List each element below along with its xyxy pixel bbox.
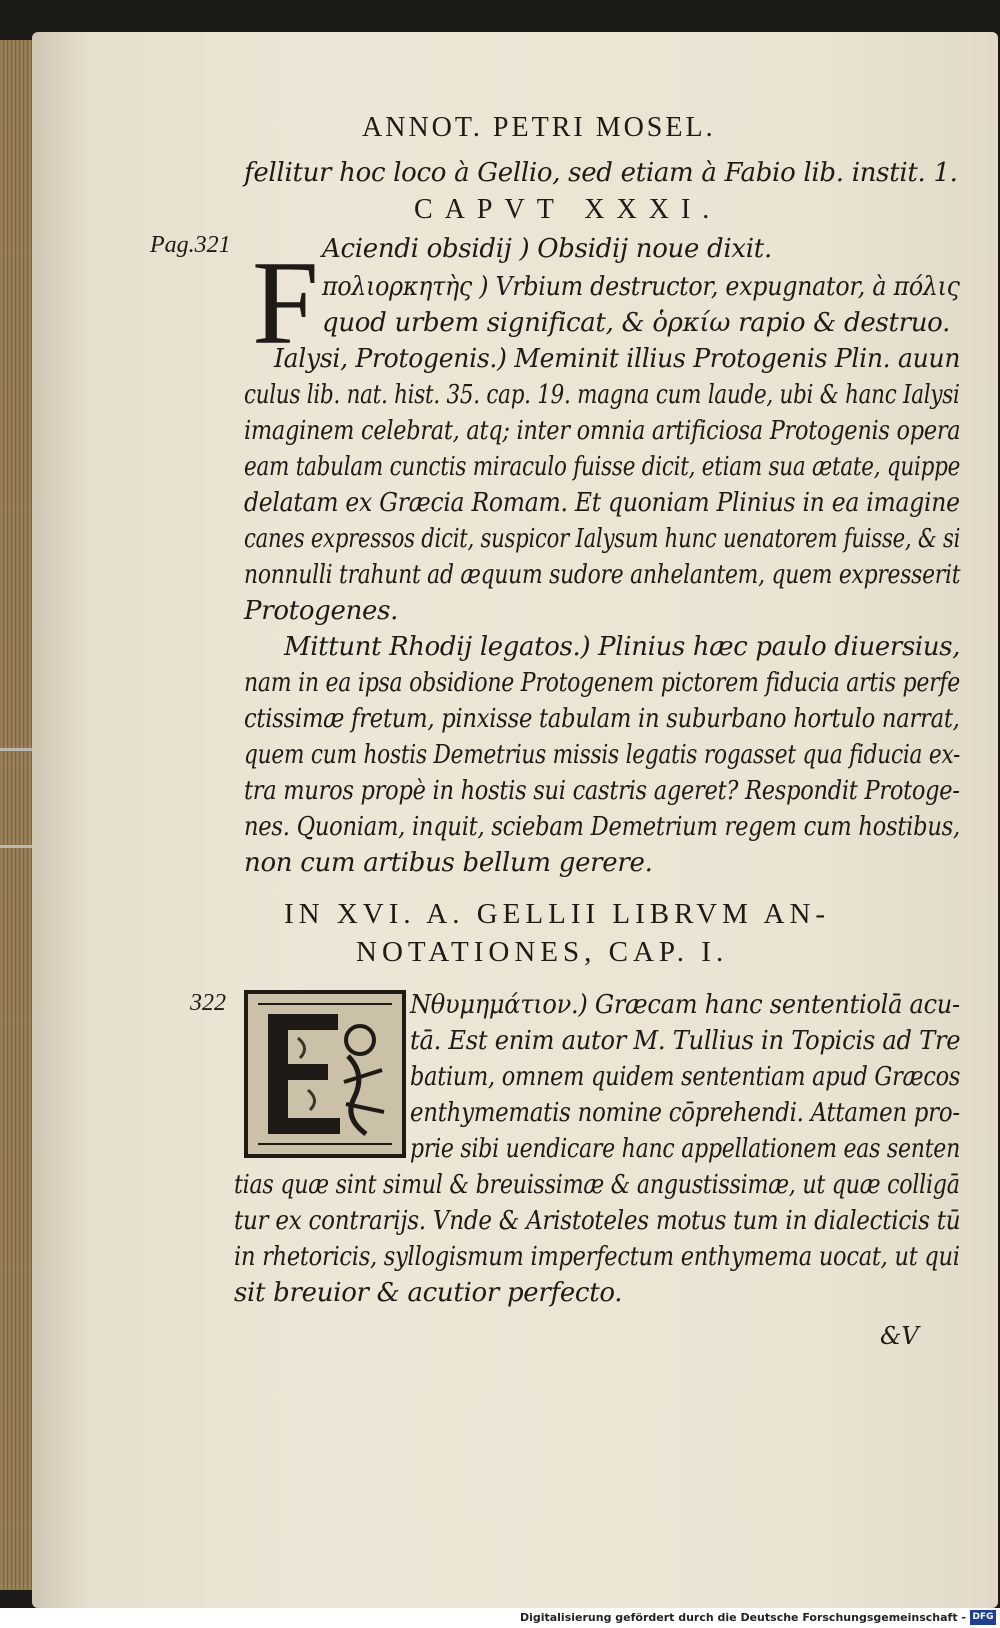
text-line: batium, omnem quidem sententiam apud Græcos (410, 1062, 961, 1092)
margin-page-reference: 322 (190, 990, 226, 1016)
chapter-title: CAPVT XXXI. (414, 194, 722, 225)
text-line: tā. Est enim autor M. Tullius in Topicis ad Tre (410, 1026, 961, 1056)
text-line: tur ex contrarijs. Vnde & Aristoteles motus tum in dialecticis tū (234, 1206, 961, 1236)
dfg-logo: DFG (970, 1610, 996, 1625)
drop-initial: F (252, 236, 319, 369)
margin-page-reference: Pag.321 (150, 232, 231, 258)
text-line: tias quæ sint simul & breuissimæ & angustissimæ, ut quæ colligā (234, 1170, 960, 1200)
running-head: ANNOT. PETRI MOSEL. (362, 112, 716, 143)
text-line: delatam ex Græcia Romam. Et quoniam Plinius in ea imagine (244, 488, 960, 518)
text-line: non cum artibus bellum gerere. (244, 848, 653, 878)
text-line: sit breuior & acutior perfecto. (234, 1278, 623, 1308)
text-line: Νθυμημάτιον.) Græcam hanc sententiolā acu- (410, 990, 960, 1020)
text-line: nes. Quoniam, inquit, sciebam Demetrium regem cum hostibus, (244, 812, 960, 842)
catchword: &V (880, 1322, 919, 1350)
text-line: ctissimæ fretum, pinxisse tabulam in suburbano hortulo narrat, (244, 704, 960, 734)
text-line: Aciendi obsidij ) Obsidij noue dixit. (322, 234, 772, 264)
text-line: eam tabulam cunctis miraculo fuisse dicit, etiam sua ætate, quippe (244, 452, 961, 482)
text-line: nam in ea ipsa obsidione Protogenem pictorem fiducia artis perfe (244, 668, 961, 698)
section-heading: IN XVI. A. GELLII LIBRVM AN- (284, 898, 831, 930)
text-line: canes expressos dicit, suspicor Ialysum hunc uenatorem fuisse, & si (244, 524, 961, 554)
text-line: tra muros propè in hostis sui castris ageret? Respondit Protoge- (244, 776, 960, 806)
text-line: Mittunt Rhodij legatos.) Plinius hæc paulo diuersius, (284, 632, 961, 662)
text-line: prie sibi uendicare hanc appellationem eas senten (410, 1134, 960, 1164)
text-line: quem cum hostis Demetrius missis legatis rogasset qua fiducia ex- (244, 740, 961, 770)
text-line: Ialysi, Protogenis.) Meminit illius Protogenis Plin. auun (274, 344, 961, 374)
text-line: quod urbem significat, & ὁρκίω rapio & destruo. (322, 308, 951, 338)
text-line: culus lib. nat. hist. 35. cap. 19. magna cum laude, ubi & hanc Ialysi (244, 380, 960, 410)
text-line: nonnulli trahunt ad æquum sudore anhelantem, quem expresserit (244, 560, 961, 590)
ornamented-initial-icon (244, 990, 406, 1158)
text-line: enthymematis nomine cōprehendi. Attamen pro- (410, 1098, 960, 1128)
text-line: imaginem celebrat, atq; inter omnia artificiosa Protogenis opera (244, 416, 961, 446)
text-line: fellitur hoc loco à Gellio, sed etiam à Fabio lib. instit. 1. (244, 158, 958, 188)
digitization-credit: Digitalisierung gefördert durch die Deutsche Forschungsgemeinschaft - (519, 1611, 966, 1624)
text-line: πολιορκητὴς ) Vrbium destructor, expugnator, à πόλις (322, 272, 960, 302)
text-line: Protogenes. (244, 596, 399, 626)
section-heading: NOTATIONES, CAP. I. (356, 936, 729, 968)
text-line: in rhetoricis, syllogismum imperfectum enthymema uocat, ut qui (234, 1242, 960, 1272)
